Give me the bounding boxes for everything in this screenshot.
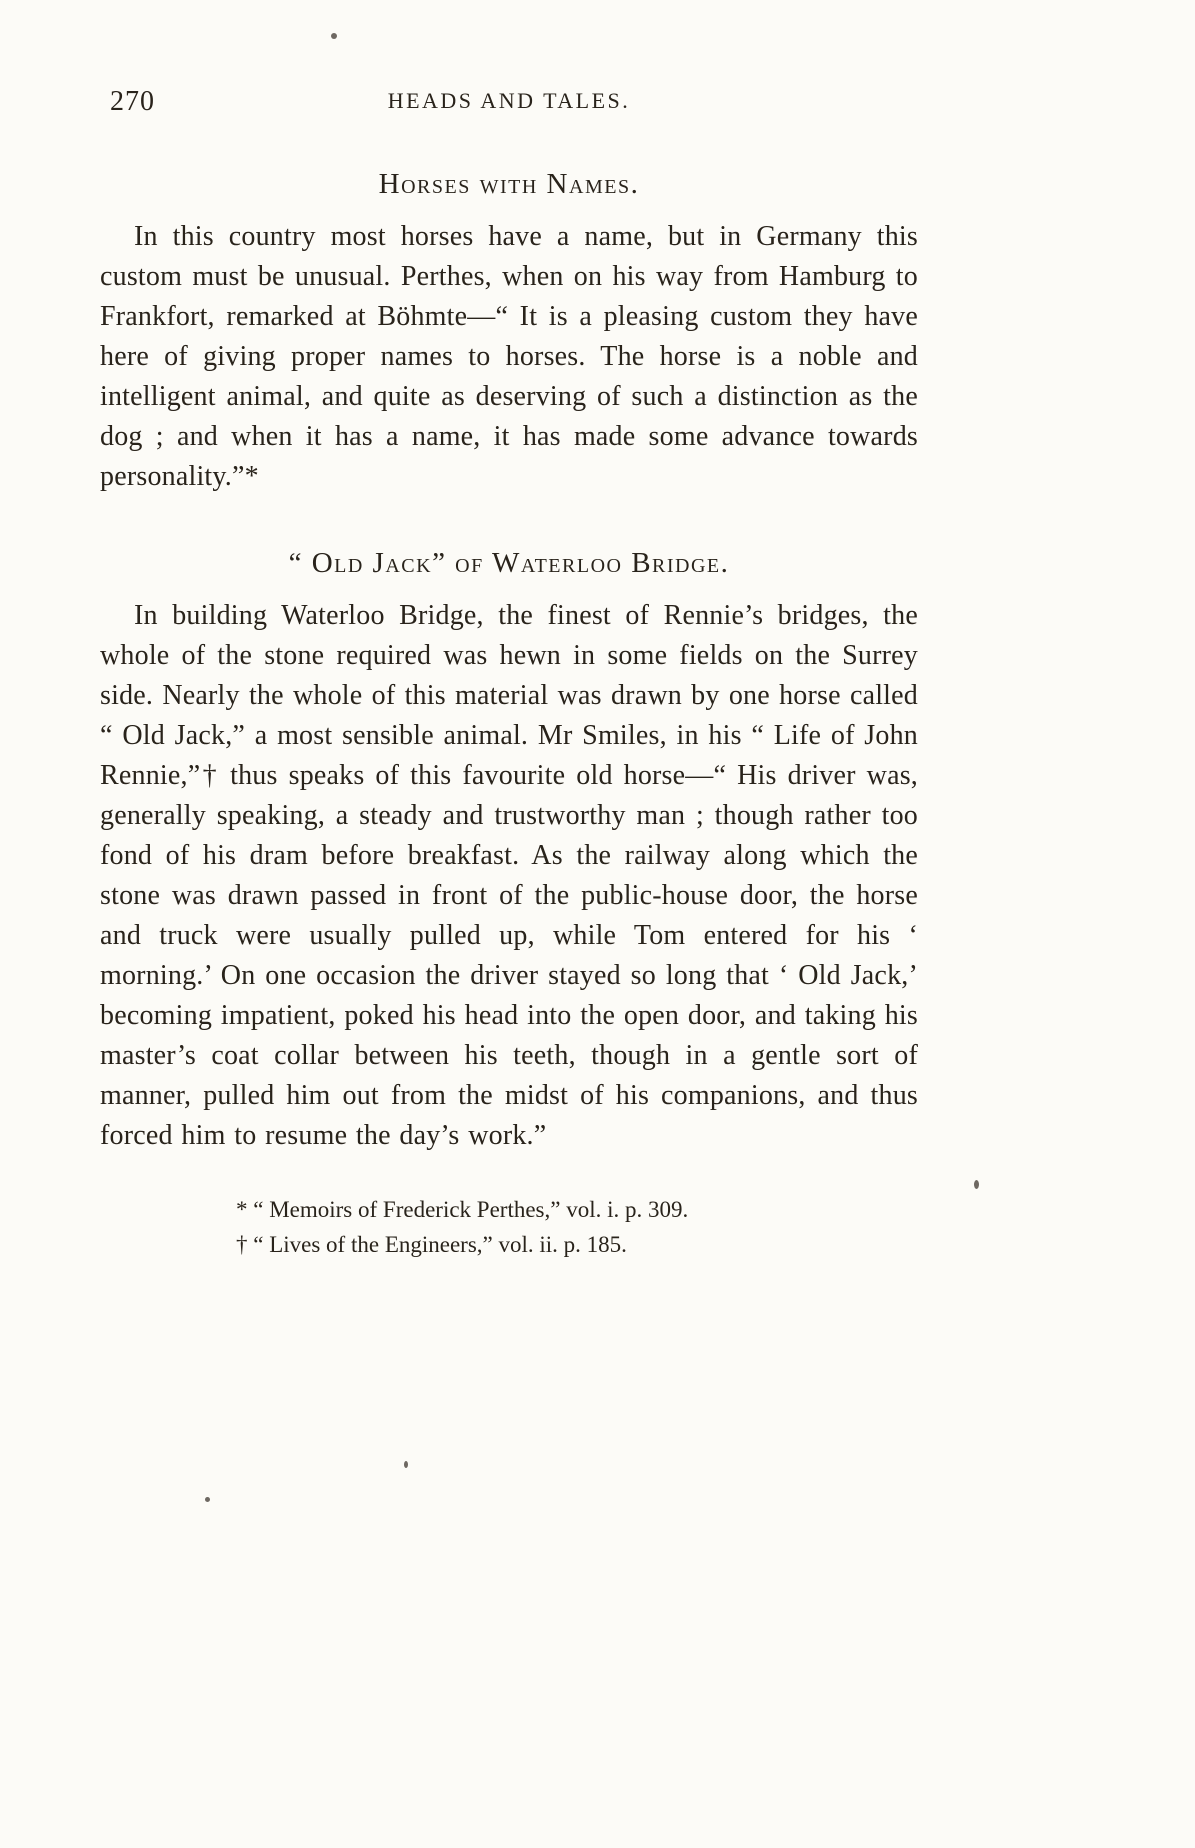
footnotes (236, 1192, 918, 1262)
section-heading-old-jack: “ Old Jack” of Waterloo Bridge. (288, 547, 730, 579)
section-horses-with-names (100, 168, 918, 497)
scan-speck (974, 1180, 979, 1189)
paragraph-horses-with-names: In this country most horses have a name, but in Germany this custom must be unusual. Perthes, when on his way from Hamburg to Frankfort, remarked at Böhmte—“ It is a pleasing custom they have here of giving proper names to horses. The horse is a noble and intelligent animal, and quite as deserving of such a distinction as the dog ; and when it has a name, it has made some advance towards personality.”* (100, 221, 918, 492)
section-heading-horses-with-names: Horses with Names. (378, 168, 640, 200)
footnote-lives: † “ Lives of the Engineers,” vol. ii. p. 185. (236, 1232, 627, 1257)
running-title: HEADS AND TALES. (387, 88, 631, 113)
paragraph-old-jack: In building Waterloo Bridge, the finest of Rennie’s bridges, the whole of the stone required was hewn in some fields on the Surrey side. Nearly the whole of this material was drawn by one horse called “ Old Jack,” a most sensible animal. Mr Smiles, in his “ Life of John Rennie,”† thus speaks of this favourite old horse—“ His driver was, generally speaking, a steady and trustworthy man ; though rather too fond of his dram before breakfast. As the railway along which the stone was drawn passed in front of the public-house door, the horse and truck were usually pulled up, while Tom entered for his ‘ morning.’ On one occasion the driver stayed so long that ‘ Old Jack,’ becoming impatient, poked his head into the open door, and taking his master’s coat collar between his teeth, though in a gentle sort of manner, pulled him out from the midst of his companions, and thus forced him to resume the day’s work.” (100, 600, 918, 1151)
scan-speck (205, 1497, 210, 1502)
footnote-memoirs: * “ Memoirs of Frederick Perthes,” vol. i. p. 309. (236, 1197, 689, 1222)
page-header (100, 0, 918, 118)
text-block (100, 0, 918, 1262)
section-old-jack (100, 547, 918, 1156)
page-number: 270 (110, 86, 155, 117)
scan-speck (404, 1461, 408, 1468)
